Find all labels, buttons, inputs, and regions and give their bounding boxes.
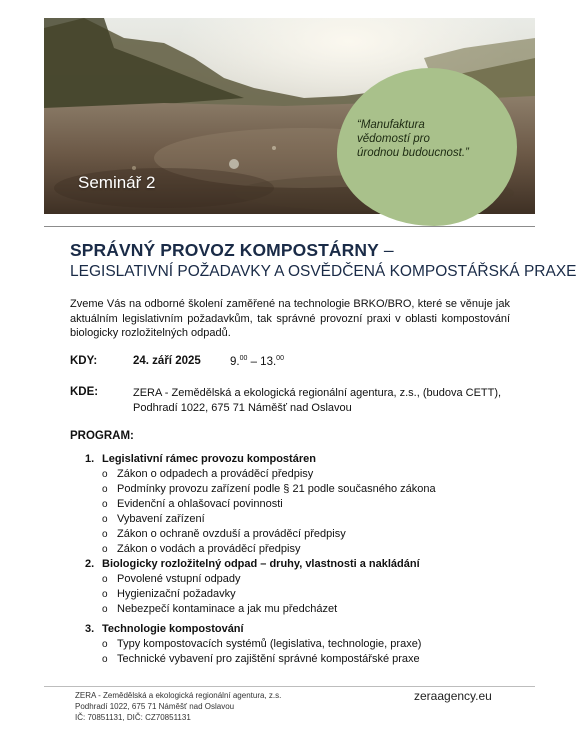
title-dash: – — [378, 240, 394, 260]
bullet-icon: o — [102, 544, 108, 555]
section-number: 3. — [85, 623, 95, 635]
divider-line — [44, 226, 535, 227]
section-number: 1. — [85, 453, 95, 465]
bullet-icon: o — [102, 574, 108, 585]
list-item: o Typy kompostovacích systémů (legislativa, technologie, praxe) — [102, 638, 422, 650]
event-date: 24. září 2025 — [133, 355, 201, 367]
bullet-icon: o — [102, 529, 108, 540]
footer-org: ZERA - Zemědělská a ekologická regionální agentura, z.s. — [75, 691, 282, 700]
list-item: o Technické vybavení pro zajištění správné kompostářské praxe — [102, 653, 420, 665]
section-number: 2. — [85, 558, 95, 570]
event-venue — [133, 386, 513, 416]
motto-quote — [357, 118, 497, 160]
section-items — [85, 637, 421, 667]
section-title — [85, 557, 420, 572]
list-item: o Zákon o vodách a prováděcí předpisy — [102, 543, 301, 555]
program-section-2 — [85, 557, 420, 617]
list-item: o Evidenční a ohlašovací povinnosti — [102, 498, 283, 510]
bullet-icon: o — [102, 604, 108, 615]
list-item: o Podmínky provozu zařízení podle § 21 podle současného zákona — [102, 483, 436, 495]
footer-ids: IČ: 70851131, DIČ: CZ70851131 — [75, 713, 191, 722]
program-label: PROGRAM: — [70, 430, 134, 442]
seminar-label: Seminář 2 — [78, 173, 156, 192]
list-item: o Vybavení zařízení — [102, 513, 205, 525]
bullet-icon: o — [102, 514, 108, 525]
list-item: o Povolené vstupní odpady — [102, 573, 241, 585]
bullet-icon: o — [102, 484, 108, 495]
intro-paragraph: Zveme Vás na odborné školení zaměřené na technologie BRKO/BRO, které se věnuje jak aktuálním legislativním požadavkům, tak správné provozní praxi v oblasti kompostování biologicky rozložitelných odpadů. — [70, 298, 510, 339]
time-end: – 13. — [247, 355, 277, 368]
section-title-text: Technologie kompostování — [102, 623, 244, 635]
program-section-1 — [85, 452, 436, 557]
section-title-text: Legislativní rámec provozu kompostáren — [102, 453, 316, 465]
program-section-3 — [85, 622, 421, 667]
section-title-text: Biologicky rozložitelný odpad – druhy, vlastnosti a nakládání — [102, 558, 420, 570]
motto-line-3: úrodnou budoucnost.” — [357, 147, 469, 159]
page-subtitle: LEGISLATIVNÍ POŽADAVKY A OSVĚDČENÁ KOMPOSTÁŘSKÁ PRAXE — [70, 263, 577, 280]
footer-divider — [44, 686, 535, 687]
footer-address — [75, 690, 281, 723]
time-start: 9. — [230, 355, 240, 368]
footer-street: Podhradí 1022, 675 71 Náměšť nad Oslavou — [75, 702, 235, 711]
page-title — [70, 240, 394, 261]
section-items — [85, 467, 436, 557]
bullet-icon: o — [102, 654, 108, 665]
bullet-icon: o — [102, 639, 108, 650]
motto-line-1: “Manufaktura — [357, 119, 425, 131]
venue-line-2: Podhradí 1022, 675 71 Náměšť nad Oslavou — [133, 402, 352, 414]
time-end-minutes: 00 — [276, 355, 284, 362]
bullet-icon: o — [102, 469, 108, 480]
list-item: o Zákon o odpadech a prováděcí předpisy — [102, 468, 314, 480]
bullet-icon: o — [102, 499, 108, 510]
where-label: KDE: — [70, 386, 99, 398]
motto-line-2: vědomostí pro — [357, 133, 430, 145]
list-item: o Nebezpečí kontaminace a jak mu předcházet — [102, 603, 338, 615]
list-item: o Hygienizační požadavky — [102, 588, 236, 600]
list-item: o Zákon o ochraně ovzduší a prováděcí předpisy — [102, 528, 346, 540]
time-start-minutes: 00 — [239, 355, 248, 362]
event-time — [230, 355, 284, 368]
website-link[interactable]: zeraagency.eu — [414, 689, 492, 703]
section-title — [85, 452, 436, 467]
bullet-icon: o — [102, 589, 108, 600]
title-main: SPRÁVNÝ PROVOZ KOMPOSTÁRNY — [70, 240, 379, 260]
when-label: KDY: — [70, 355, 98, 367]
section-title — [85, 622, 421, 637]
venue-line-1: ZERA - Zemědělská a ekologická regionální agentura, z.s., (budova CETT), — [133, 387, 502, 399]
section-items — [85, 572, 420, 617]
